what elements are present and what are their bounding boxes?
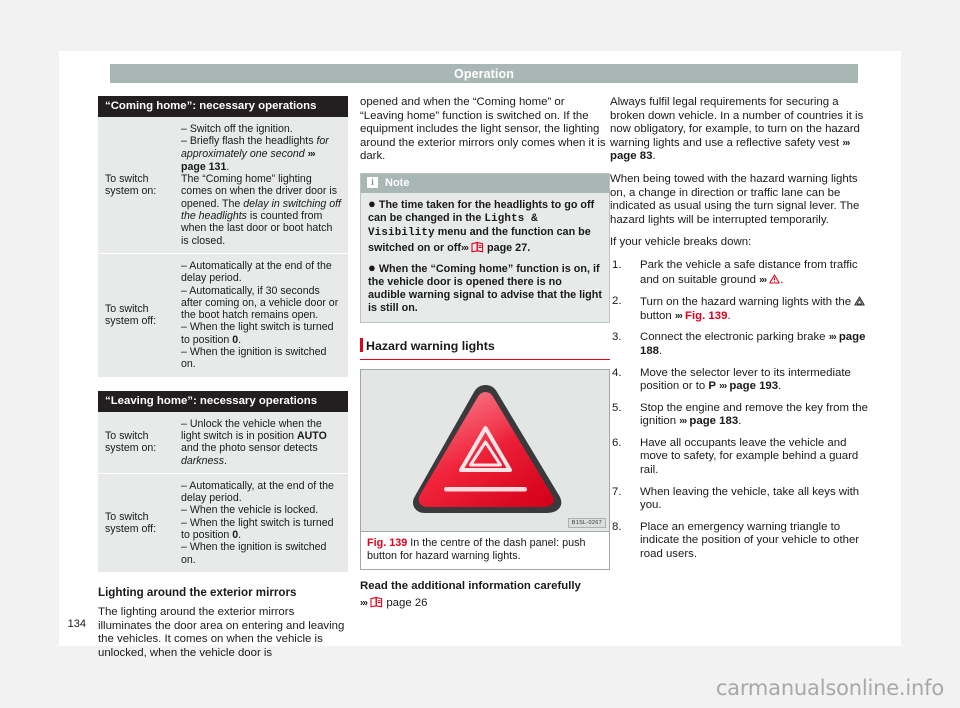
note-body (361, 193, 609, 322)
table-row (98, 253, 348, 376)
note-header (361, 174, 609, 193)
list-item (610, 259, 868, 287)
read-more-block (360, 580, 610, 610)
note-bullet-text: The time taken for the headlights to go off can be changed in the Lights & Visibility menu and the function can be switched on or off (368, 198, 595, 254)
hazard-warning-button-image (361, 370, 609, 532)
list-item (610, 402, 868, 429)
table-row (98, 117, 348, 253)
right-column (610, 96, 868, 570)
step-text: Turn on the hazard warning lights with the (640, 296, 855, 309)
row-line: – Automatically, if 30 seconds after coming on, a vehicle door or the boot hatch remains open. (181, 284, 339, 322)
running-header (110, 64, 858, 83)
ref-arrow: ››› (828, 331, 836, 343)
row-line: – When the light switch is turned to position 0. (181, 321, 334, 346)
selector-position: P (708, 380, 716, 393)
body-paragraph: The lighting around the exterior mirrors illuminates the door area on entering and leaving the vehicles. It comes on when the vehicle is unlocked, when the vehicle door is (98, 605, 345, 659)
note-box (360, 173, 610, 323)
step-period: . (727, 309, 731, 322)
step-text-mid: button (640, 309, 675, 322)
row-line: – Unlock the vehicle when the light switch is in position AUTO and the photo sensor detects darkness. (181, 417, 327, 467)
row-key-line2: system on: (105, 184, 157, 197)
list-item (610, 367, 868, 394)
ref-arrow: ››› (360, 597, 367, 609)
row-key (98, 473, 174, 572)
row-value (174, 253, 348, 376)
step-number: 1. (612, 258, 622, 271)
coming-home-table (98, 96, 348, 377)
figure-ref: Fig. 139 (685, 309, 728, 322)
note-bullet-text: When the “Coming home” function is on, if the vehicle door is opened there is no audible warning signal to advise that the light is still on. (368, 262, 602, 314)
page-margin-top (0, 0, 960, 51)
ref-arrow: ››› (674, 310, 682, 322)
page-title: Operation (454, 66, 514, 81)
book-icon (471, 241, 484, 252)
section-heading-label: Hazard warning lights (366, 338, 495, 353)
step-text: Connect the electronic parking brake (640, 331, 829, 344)
note-bullet (368, 259, 602, 315)
step-text: When leaving the vehicle, take all keys with you. (640, 485, 860, 512)
table-title: “Leaving home”: necessary operations (98, 391, 348, 412)
row-value (174, 117, 348, 253)
paragraph-period: . (652, 150, 656, 163)
ref-arrow: ››› (460, 242, 468, 254)
row-value (174, 412, 348, 474)
info-icon: i (367, 177, 378, 188)
warning-triangle-icon (769, 274, 780, 284)
row-line: The “Coming home” lighting comes on when the driver door is opened. The delay in switching off the headlights is counted from when the last door or boot hatch is closed. (181, 173, 341, 247)
step-period: . (778, 380, 782, 393)
ref-arrow: ››› (679, 415, 687, 427)
page-ref: page 83 (610, 150, 653, 163)
table-title: “Coming home”: necessary operations (98, 96, 348, 117)
bullet-glyph: ● (368, 259, 376, 275)
figure-139 (360, 369, 610, 570)
figure-code: B1SL-0267 (568, 518, 606, 528)
table-row (98, 412, 348, 474)
read-more-line1: Read the additional information carefully (360, 579, 581, 592)
step-text: Place an emergency warning triangle to indicate the position of your vehicle to other road users. (640, 520, 860, 561)
list-item (610, 295, 868, 323)
figure-caption (361, 532, 609, 569)
note-heading-label: Note (385, 176, 410, 189)
row-key (98, 117, 174, 253)
bullet-glyph: ● (368, 195, 376, 211)
body-paragraph: If your vehicle breaks down: (610, 236, 752, 249)
breakdown-steps-list (610, 259, 868, 562)
row-line: – Briefly flash the headlights for approximately one second ››› page 131. (181, 135, 329, 173)
subsection-heading: Lighting around the exterior mirrors (98, 585, 297, 599)
list-item (610, 521, 868, 562)
middle-column (360, 96, 610, 619)
ref-arrow: ››› (842, 137, 850, 149)
ref-arrow: ››› (719, 380, 727, 392)
step-period: . (738, 415, 742, 428)
row-key (98, 253, 174, 376)
ref-arrow: ››› (759, 274, 767, 286)
page-ref: page 188 (640, 331, 866, 357)
step-number: 6. (612, 436, 622, 449)
row-key-line2: system on: (105, 442, 157, 455)
body-paragraph: opened and when the “Coming home” or “Leaving home” function is switched on. If the equipment includes the light sensor, the lighting around the exterior mirrors only comes when it is dark. (360, 96, 606, 163)
row-key-line1: To switch (105, 172, 149, 185)
step-text: Stop the engine and remove the key from the ignition (640, 401, 868, 428)
row-key-line1: To switch (105, 510, 149, 523)
step-number: 7. (612, 485, 622, 498)
list-item (610, 331, 868, 358)
list-item (610, 486, 868, 513)
step-number: 3. (612, 331, 622, 344)
step-number: 8. (612, 520, 622, 533)
figure-caption-text: In the centre of the dash panel: push button for hazard warning lights. (367, 536, 586, 562)
row-line: – When the ignition is switched on. (181, 346, 327, 371)
step-text: Move the selector lever to its intermediate position or to (640, 366, 851, 393)
row-line: – When the vehicle is locked. (181, 504, 319, 517)
row-line: – When the ignition is switched on. (181, 541, 327, 566)
leaving-home-table (98, 391, 348, 572)
figure-number: Fig. 139 (367, 536, 408, 549)
page-margin-left (0, 51, 59, 646)
body-paragraph: When being towed with the hazard warning lights on, a change in direction or traffic lane can be indicated as usual using the turn signal lever. The hazard lights will be interrupted temporarily. (610, 172, 860, 226)
section-heading (360, 337, 610, 360)
left-column (98, 96, 348, 669)
page-ref: page 183 (686, 415, 739, 428)
table-row (98, 473, 348, 572)
row-key (98, 412, 174, 474)
row-line: – Automatically, at the end of the delay period. (181, 479, 334, 505)
row-value (174, 473, 348, 572)
step-text: Park the vehicle a safe distance from traffic and on suitable ground (640, 258, 858, 286)
row-line: – Switch off the ignition. (181, 123, 293, 135)
row-line: – Automatically at the end of the delay period. (181, 259, 332, 285)
row-key-line1: To switch (105, 429, 149, 442)
step-text: Have all occupants leave the vehicle and move to safety, for example behind a guard rail. (640, 436, 859, 477)
body-paragraph (610, 96, 868, 164)
read-more-line2 (360, 595, 610, 611)
note-ref-text: page 27. (486, 241, 531, 254)
step-number: 2. (612, 295, 622, 308)
page-margin-right (901, 51, 960, 646)
read-more-page: page 26 (386, 596, 428, 609)
step-period: . (780, 273, 784, 286)
page-ref: page 193 (726, 380, 779, 393)
row-line: – When the light switch is turned to position 0. (181, 516, 334, 542)
step-number: 4. (612, 366, 622, 379)
row-key-line2: system off: (105, 315, 157, 328)
note-bullet (368, 195, 602, 255)
paragraph-text: Always fulfil legal requirements for securing a broken down vehicle. In a number of countries it is now obligatory, for example, to turn on the hazard warning lights and use a reflective safety vest (610, 96, 864, 149)
row-key-line2: system off: (105, 522, 157, 535)
row-key-line1: To switch (105, 303, 149, 315)
site-watermark: carmanualsonline.info (715, 676, 944, 700)
step-number: 5. (612, 401, 622, 414)
warning-triangle-icon (854, 296, 865, 306)
book-icon (370, 596, 383, 607)
step-period: . (659, 344, 663, 357)
hazard-triangle-graphic (398, 375, 573, 525)
page-number: 134 (67, 618, 86, 630)
list-item (610, 437, 868, 478)
